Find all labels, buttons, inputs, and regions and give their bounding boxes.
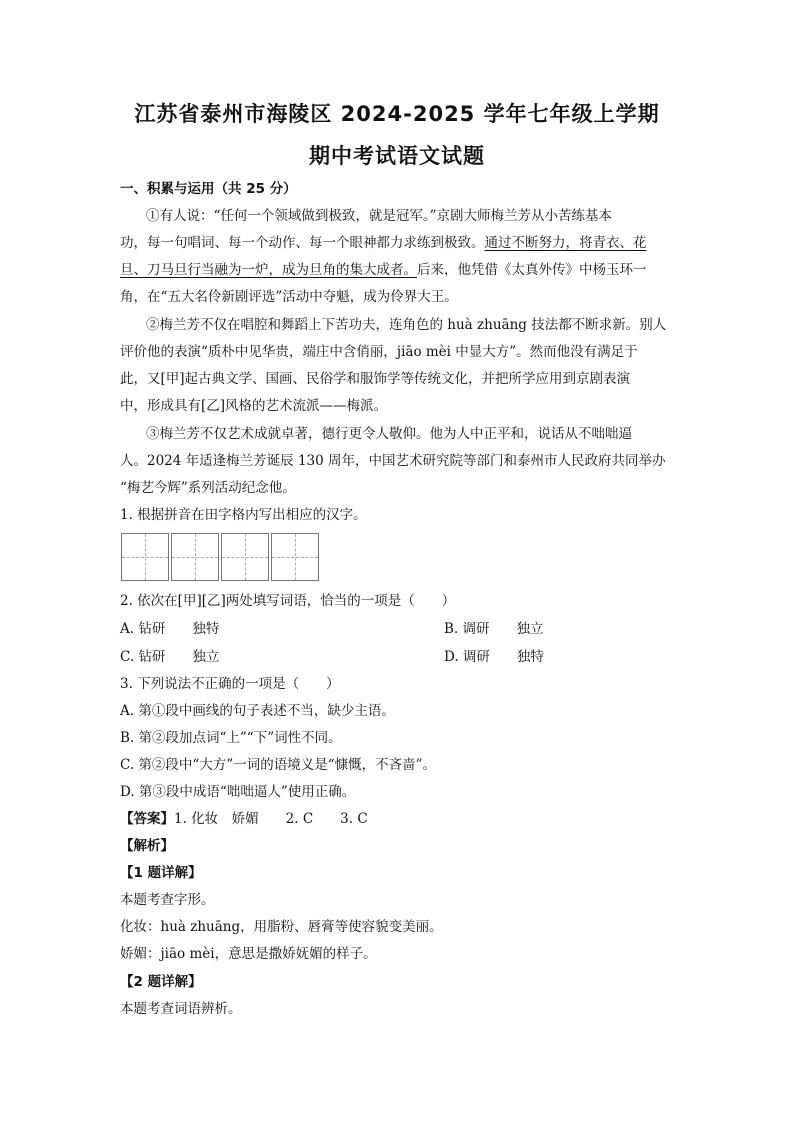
tianzige-cell[interactable]: [221, 533, 269, 581]
analysis-label: 【解析】: [120, 838, 174, 854]
passage-p2-line-1: ②梅兰芳不仅在唱腔和舞蹈上下苦功夫，连角色的 huà zhuāng 技法都不断求新。别人: [146, 317, 667, 333]
passage-p1-line-4: 角，在“五大名伶新剧评选”活动中夺魁，成为伶界大王。: [120, 289, 458, 305]
section-heading: 一、积累与运用（共 25 分）: [120, 181, 297, 197]
tianzige-cell[interactable]: [121, 533, 169, 581]
analysis-q1-line-1: 本题考查字形。: [120, 892, 215, 908]
passage-p3-line-3: “梅艺今辉”系列活动纪念他。: [120, 480, 296, 496]
passage-p1-line-1: ①有人说：“任何一个领域做到极致，就是冠军。”京剧大师梅兰芳从小苦练基本: [146, 208, 613, 224]
analysis-q2-line-1: 本题考查词语辨析。: [120, 1001, 242, 1017]
question-3-option-b: B. 第②段加点词“上”“下”词性不同。: [120, 730, 342, 746]
passage-p2-line-4: 中，形成具有[乙]风格的艺术流派——梅派。: [120, 398, 388, 414]
tianzige-grid: [121, 533, 321, 581]
question-1-stem: 1. 根据拼音在田字格内写出相应的汉字。: [120, 507, 367, 523]
underlined-sentence: 旦、刀马旦行当融为一炉，成为旦角的集大成者。: [120, 262, 417, 278]
question-3-option-a: A. 第①段中画线的句子表述不当，缺少主语。: [120, 703, 395, 719]
passage-p3-line-2: 人。2024 年适逢梅兰芳诞辰 130 周年，中国艺术研究院等部门和泰州市人民政府共同举办: [120, 453, 666, 469]
passage-p1-line-2: [120, 234, 647, 252]
question-2-stem: 2. 依次在[甲][乙]两处填写词语，恰当的一项是（ ）: [120, 593, 456, 609]
document-title-line-1: 江苏省泰州市海陵区 2024-2025 学年七年级上学期: [134, 102, 660, 126]
passage-text: 后来，他凭借《太真外传》中杨玉环一: [417, 262, 647, 278]
answer-line: [120, 810, 368, 828]
question-3-option-d: D. 第③段中成语“咄咄逼人”使用正确。: [120, 784, 356, 800]
passage-text: 功，每一句唱词、每一个动作、每一个眼神都力求练到极致。: [120, 235, 485, 251]
question-2-detail-label: 【2 题详解】: [120, 974, 202, 990]
question-2-option-a: A. 钻研 独特: [120, 621, 220, 637]
question-3-stem: 3. 下列说法不正确的一项是（ ）: [120, 676, 340, 692]
passage-p3-line-1: ③梅兰芳不仅艺术成就卓著，德行更令人敬仰。他为人中正平和，说话从不咄咄逼: [146, 426, 632, 442]
passage-p2-line-2: 评价他的表演“质朴中见华贵，端庄中含俏丽，jiāo mèi 中显大方”。然而他没有满足于: [120, 344, 638, 360]
question-1-detail-label: 【1 题详解】: [120, 865, 202, 881]
question-2-option-d: D. 调研 独特: [444, 649, 544, 665]
document-title-line-2: 期中考试语文试题: [309, 144, 485, 168]
underlined-sentence: 通过不断努力，将青衣、花: [484, 235, 647, 251]
passage-p1-line-3: [120, 261, 647, 279]
answer-label: 【答案】: [120, 811, 174, 827]
question-2-option-c: C. 钻研 独立: [120, 649, 220, 665]
question-2-option-b: B. 调研 独立: [444, 621, 544, 637]
question-3-option-c: C. 第②段中“大方”一词的语境义是“慷慨，不吝啬”。: [120, 757, 437, 773]
tianzige-cell[interactable]: [171, 533, 219, 581]
answer-text: 1. 化妆 娇媚 2. C 3. C: [174, 811, 368, 827]
passage-p2-line-3: 此，又[甲]起古典文学、国画、民俗学和服饰学等传统文化，并把所学应用到京剧表演: [120, 371, 631, 387]
analysis-q1-line-2: 化妆：huà zhuāng，用脂粉、唇膏等使容貌变美丽。: [120, 919, 443, 935]
analysis-q1-line-3: 娇媚：jiāo mèi，意思是撒娇妩媚的样子。: [120, 946, 377, 962]
tianzige-cell[interactable]: [271, 533, 319, 581]
